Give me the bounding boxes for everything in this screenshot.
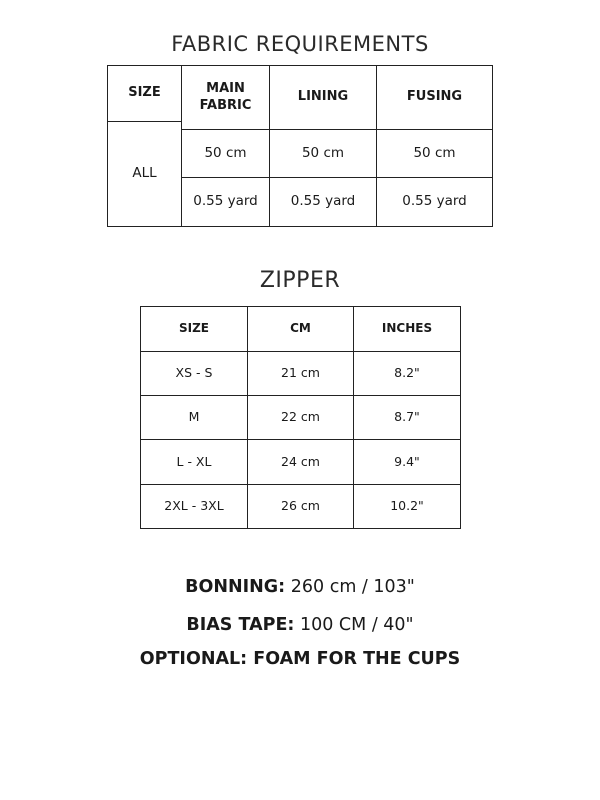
zipper-cell: 2XL - 3XL: [140, 484, 248, 529]
bias-tape-line: [0, 615, 600, 635]
fabric-cell: 50 cm: [269, 129, 377, 178]
bias-tape-label: BIAS TAPE:: [186, 615, 295, 635]
zipper-cell: 8.2": [353, 351, 461, 396]
fabric-header-lining: LINING: [269, 65, 377, 130]
fabric-header-main: MAIN FABRIC: [181, 65, 270, 130]
zipper-header-size: SIZE: [140, 306, 248, 352]
zipper-header-cm: CM: [247, 306, 354, 352]
zipper-cell: 10.2": [353, 484, 461, 529]
zipper-cell: L - XL: [140, 439, 248, 485]
bonning-label: BONNING:: [185, 577, 286, 597]
zipper-cell: 26 cm: [247, 484, 354, 529]
zipper-title: ZIPPER: [259, 268, 341, 293]
zipper-cell: 9.4": [353, 439, 461, 485]
fabric-cell: 0.55 yard: [269, 177, 377, 227]
zipper-header-inches: INCHES: [353, 306, 461, 352]
zipper-cell: 21 cm: [247, 351, 354, 396]
fabric-cell: 0.55 yard: [376, 177, 493, 227]
bonning-value: 260 cm / 103": [285, 577, 415, 597]
bonning-line: [0, 577, 600, 597]
fabric-cell: 0.55 yard: [181, 177, 270, 227]
fabric-header-fusing: FUSING: [376, 65, 493, 130]
fabric-cell: 50 cm: [376, 129, 493, 178]
fabric-size-all: ALL: [107, 121, 182, 227]
zipper-cell: 22 cm: [247, 395, 354, 440]
zipper-cell: XS - S: [140, 351, 248, 396]
bias-tape-value: 100 CM / 40": [294, 615, 414, 635]
fabric-requirements-title: FABRIC REQUIREMENTS: [171, 32, 429, 56]
fabric-header-size: SIZE: [107, 65, 182, 122]
zipper-cell: M: [140, 395, 248, 440]
fabric-cell: 50 cm: [181, 129, 270, 178]
optional-line: OPTIONAL: FOAM FOR THE CUPS: [139, 649, 461, 669]
zipper-cell: 24 cm: [247, 439, 354, 485]
zipper-cell: 8.7": [353, 395, 461, 440]
